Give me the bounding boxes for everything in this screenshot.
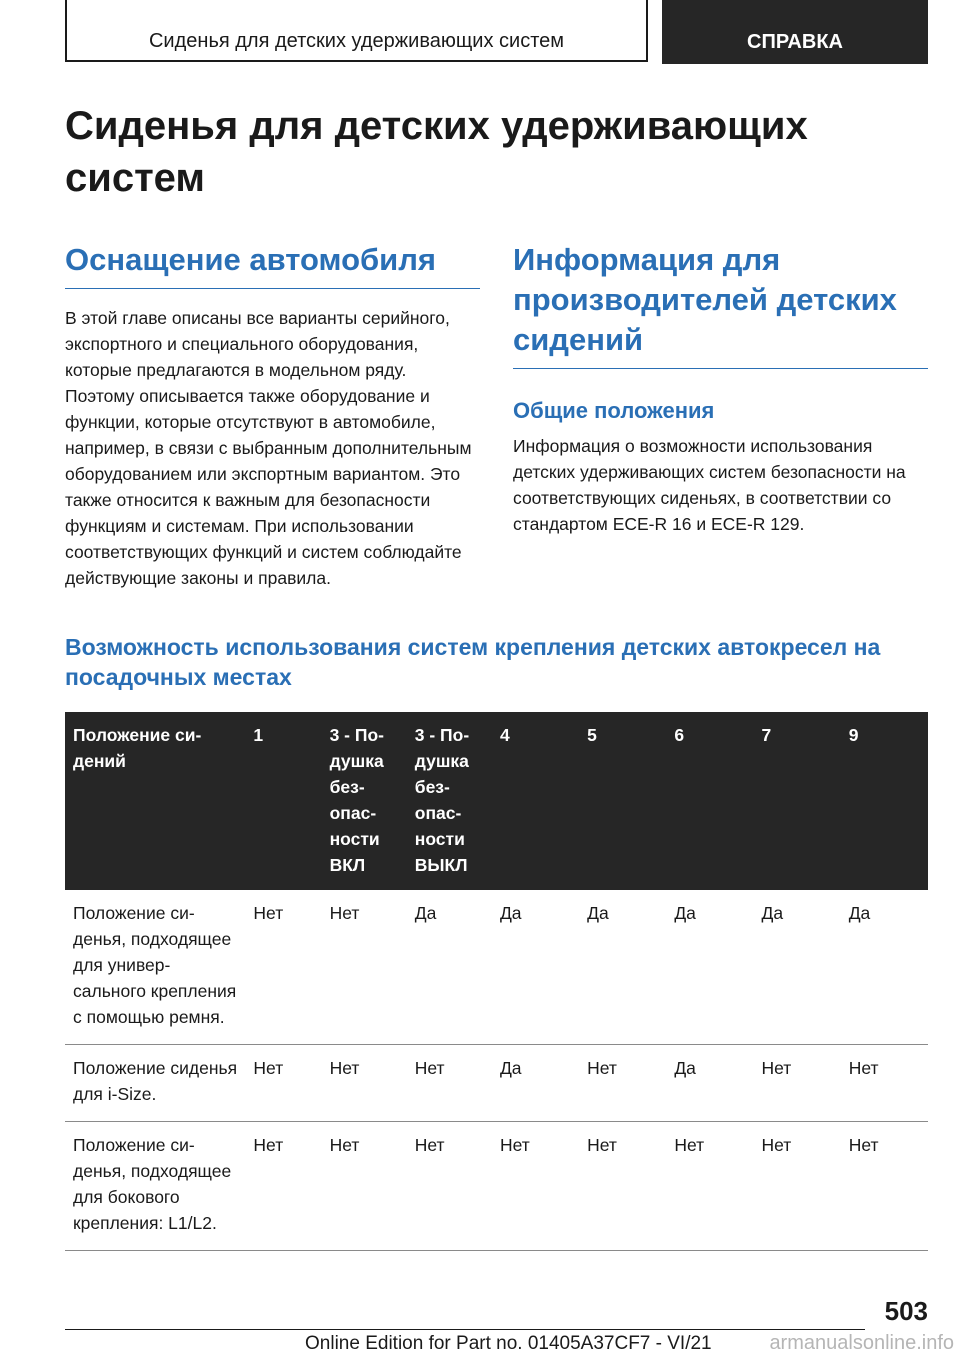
column-header: 4 — [492, 712, 579, 890]
table-cell: Нет — [492, 1122, 579, 1251]
table-cell: Нет — [754, 1122, 841, 1251]
table-header-row — [65, 712, 928, 890]
table-cell: Да — [666, 1045, 753, 1122]
general-provisions-body: Информация о возможности использования детских удерживающих систем безопасности на соответствующих сиденьях, в соответствии со стандартом ECE-R 16 и ECE-R 129. — [513, 436, 906, 534]
manufacturers-info-heading: Информация для производителей детских сидений — [513, 240, 928, 369]
manufacturers-info-section — [513, 240, 928, 537]
general-provisions-heading: Общие положения — [513, 398, 715, 423]
column-header: 9 — [841, 712, 928, 890]
footer-watermark: armanualsonline.info — [769, 1332, 954, 1354]
table-cell: Нет — [245, 1045, 321, 1122]
table-cell: Да — [407, 890, 492, 1045]
table-cell: Нет — [407, 1045, 492, 1122]
equipment-section — [65, 240, 480, 591]
table-cell: Нет — [322, 1045, 407, 1122]
table-cell: Нет — [666, 1122, 753, 1251]
table-cell: Да — [666, 890, 753, 1045]
table-row — [65, 1045, 928, 1122]
table-cell: Да — [492, 1045, 579, 1122]
table-cell: Положение сиденья, подходящее для универсального крепления с помощью ремня. — [65, 890, 245, 1045]
page-title: Сиденья для детских удерживающих систем — [65, 104, 808, 200]
table-cell: Да — [579, 890, 666, 1045]
seat-usage-table — [65, 712, 928, 1251]
table-cell: Нет — [579, 1045, 666, 1122]
page-header — [65, 0, 928, 64]
table-cell: Нет — [841, 1122, 928, 1251]
table-cell: Нет — [407, 1122, 492, 1251]
seat-usage-heading: Возможность использования систем крепления детских автокресел на посадочных местах — [65, 634, 881, 690]
table-cell: Нет — [322, 1122, 407, 1251]
footer-edition: Online Edition for Part no. 01405A37CF7 - VI/21 — [305, 1333, 712, 1354]
column-header: 7 — [754, 712, 841, 890]
table-cell: Да — [754, 890, 841, 1045]
table-row — [65, 1122, 928, 1251]
table-cell: Нет — [754, 1045, 841, 1122]
equipment-body: В этой главе описаны все варианты серийного, экспортного и специального оборудования, которые предлагаются в модельном ряду. Поэтому описывается также оборудование и функции, которые отсутствуют в автомобиле, например, в связи с выбранным дополнительным оборудованием или экспортным вариантом. Это также относится к важным для безопасности функциям и системам. При использовании соответствующих функций и систем соблюдайте действующие законы и правила. — [65, 308, 472, 588]
table-cell: Нет — [841, 1045, 928, 1122]
table-cell: Да — [841, 890, 928, 1045]
header-chapter-label: СПРАВКА — [662, 0, 928, 64]
table-cell: Положение сиденья для i-Size. — [65, 1045, 245, 1122]
table-cell: Нет — [245, 890, 321, 1045]
footer-divider — [65, 1329, 865, 1330]
table-cell: Да — [492, 890, 579, 1045]
table-cell: Нет — [322, 890, 407, 1045]
column-header: 5 — [579, 712, 666, 890]
table-cell: Нет — [579, 1122, 666, 1251]
page-number: 503 — [884, 1296, 928, 1326]
column-header: 3 - Подушка безопасности ВКЛ — [322, 712, 407, 890]
table-row — [65, 890, 928, 1045]
table-cell: Положение сиденья, подходящее для бокового крепления: L1/L2. — [65, 1122, 245, 1251]
column-header: Положение сидений — [65, 712, 245, 890]
column-header: 1 — [245, 712, 321, 890]
column-header: 6 — [666, 712, 753, 890]
table-cell: Нет — [245, 1122, 321, 1251]
header-section-title: Сиденья для детских удерживающих систем — [65, 0, 648, 62]
equipment-heading: Оснащение автомобиля — [65, 240, 480, 289]
column-header: 3 - Подушка безопасности ВЫКЛ — [407, 712, 492, 890]
